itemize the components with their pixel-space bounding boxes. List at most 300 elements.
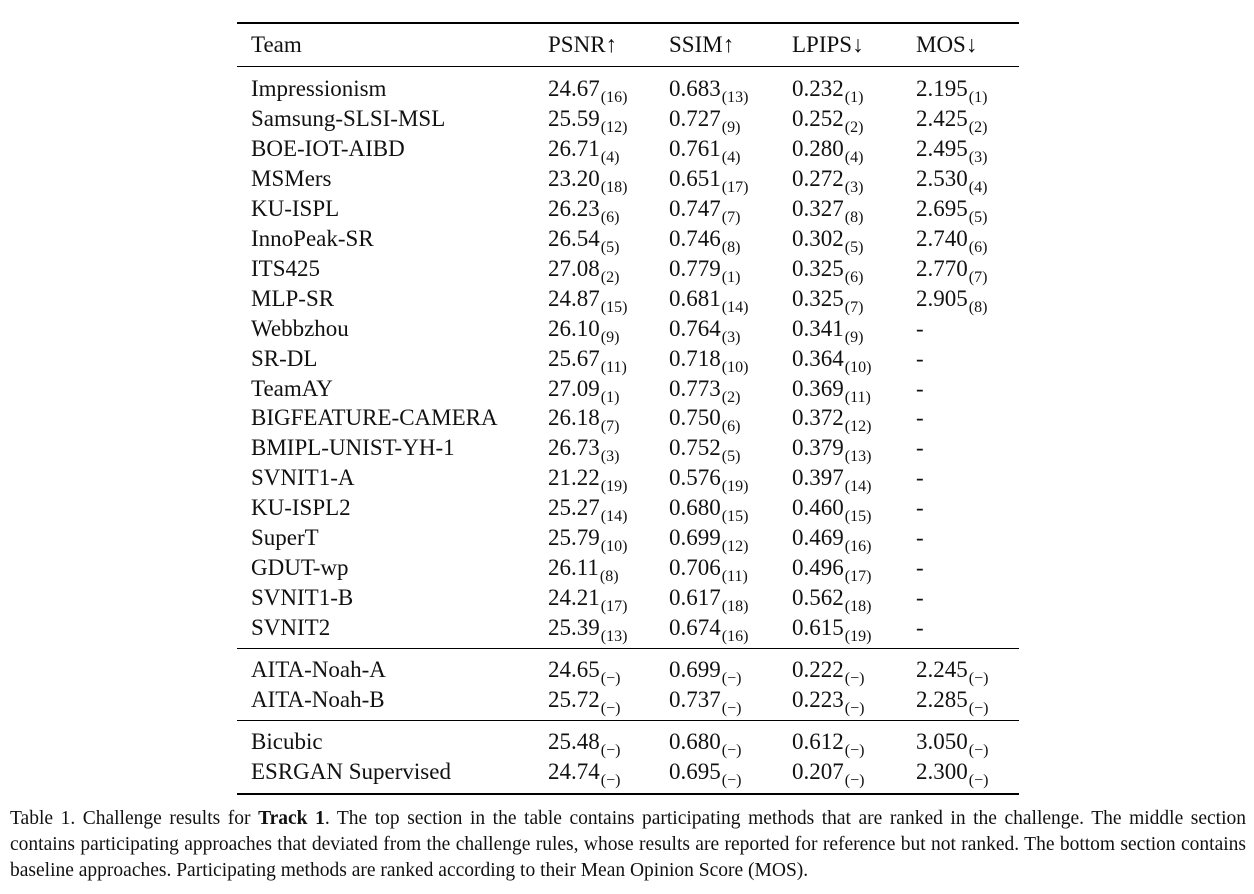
- table-row: [237, 224, 1019, 254]
- lpips-rank: (17): [844, 568, 872, 586]
- cell-team: [251, 433, 455, 463]
- mos-rank: (7): [968, 268, 988, 286]
- table-row: [237, 194, 1019, 224]
- mos-value: -: [916, 615, 924, 641]
- cell-psnr: [548, 284, 627, 317]
- psnr-rank: (10): [600, 538, 628, 556]
- cell-psnr: [548, 344, 627, 377]
- ssim-rank: (10): [721, 358, 749, 376]
- cell-ssim: [669, 194, 740, 227]
- mos-value: 3.050: [916, 728, 968, 754]
- lpips-value: 0.341: [792, 315, 844, 341]
- mos-rank: (8): [968, 298, 988, 316]
- mos-value: -: [916, 495, 924, 521]
- psnr-rank: (9): [600, 328, 620, 346]
- psnr-value: 21.22: [548, 465, 600, 491]
- cell-lpips: [792, 727, 864, 760]
- cell-ssim: [669, 344, 748, 377]
- lpips-value: 0.496: [792, 555, 844, 581]
- ssim-value: 0.764: [669, 315, 721, 341]
- psnr-value: 24.74: [548, 758, 600, 784]
- psnr-rank: (16): [600, 89, 628, 106]
- cell-mos: [916, 523, 924, 553]
- ssim-value: 0.779: [669, 255, 721, 281]
- mos-value: 2.425: [916, 105, 968, 131]
- bottom-rule: [237, 793, 1019, 795]
- ssim-rank: (6): [721, 418, 741, 436]
- table-row: [237, 685, 1019, 715]
- ssim-value: 0.718: [669, 345, 721, 371]
- cell-team: [251, 164, 332, 194]
- cell-psnr: [548, 74, 627, 107]
- cell-mos: [916, 164, 987, 197]
- table-row: [237, 553, 1019, 586]
- cell-mos: [916, 224, 987, 257]
- ssim-value: 0.747: [669, 195, 721, 221]
- psnr-rank: (19): [600, 478, 628, 496]
- ssim-value: 0.695: [669, 758, 721, 784]
- cell-lpips: [792, 655, 864, 688]
- table-header-row: [237, 30, 1019, 60]
- cell-ssim: [669, 134, 740, 167]
- psnr-rank: (−): [600, 670, 621, 688]
- cell-team: [251, 613, 330, 643]
- cell-team: [251, 344, 317, 374]
- team-value: MSMers: [251, 165, 332, 191]
- cell-mos: [916, 553, 924, 583]
- cell-ssim: [669, 224, 740, 257]
- team-value: SR-DL: [251, 345, 318, 371]
- mos-value: 2.495: [916, 135, 968, 161]
- table-row: [237, 134, 1019, 164]
- ssim-rank: (7): [721, 208, 741, 226]
- cell-mos: [916, 284, 987, 317]
- team-value: AITA-Noah-A: [251, 657, 386, 683]
- cell-ssim: [669, 433, 740, 466]
- lpips-value: 0.280: [792, 135, 844, 161]
- cell-psnr: [548, 613, 627, 646]
- lpips-value: 0.222: [792, 657, 844, 683]
- psnr-value: 26.54: [548, 225, 600, 251]
- psnr-value: 25.27: [548, 495, 600, 521]
- mos-value: -: [916, 345, 924, 371]
- cell-team: [251, 374, 333, 404]
- ssim-rank: (9): [721, 118, 741, 136]
- ssim-value: 0.680: [669, 495, 721, 521]
- table-row: [237, 104, 1019, 134]
- mos-value: 2.905: [916, 285, 968, 311]
- cell-mos: [916, 134, 987, 167]
- team-value: ITS425: [251, 255, 320, 281]
- cell-ssim: [669, 374, 740, 407]
- psnr-value: 26.23: [548, 195, 600, 221]
- cell-psnr: [548, 164, 627, 197]
- ssim-value: 0.752: [669, 435, 721, 461]
- cell-ssim: [669, 757, 741, 790]
- cell-lpips: [792, 344, 871, 377]
- table-row: [237, 583, 1019, 616]
- cell-team: [251, 254, 320, 284]
- cell-ssim: [669, 74, 748, 107]
- ssim-value: 0.727: [669, 105, 721, 131]
- cell-psnr: [548, 583, 627, 616]
- psnr-value: 26.11: [548, 555, 599, 581]
- ssim-value: 0.681: [669, 285, 721, 311]
- ssim-rank: (−): [721, 670, 742, 688]
- ssim-rank: (8): [721, 238, 741, 256]
- ssim-value: 0.699: [669, 525, 721, 551]
- lpips-value: 0.469: [792, 525, 844, 551]
- lpips-value: 0.562: [792, 585, 844, 611]
- cell-lpips: [792, 757, 864, 790]
- lpips-rank: (18): [844, 598, 872, 616]
- cell-psnr: [548, 194, 619, 227]
- ssim-rank: (11): [721, 568, 748, 586]
- cell-team: [251, 523, 319, 553]
- cell-lpips: [792, 164, 863, 197]
- ssim-rank: (14): [721, 298, 749, 316]
- psnr-value: 25.39: [548, 615, 600, 641]
- lpips-value: 0.325: [792, 285, 844, 311]
- header-lpips: LPIPS↓: [792, 32, 864, 57]
- mos-rank: (−): [968, 741, 989, 759]
- lpips-rank: (11): [844, 388, 871, 406]
- ssim-value: 0.683: [669, 76, 721, 101]
- table-row: [237, 523, 1019, 556]
- psnr-value: 26.10: [548, 315, 600, 341]
- cell-team: [251, 463, 355, 493]
- lpips-rank: (19): [844, 628, 872, 646]
- table-row: [237, 164, 1019, 194]
- cell-lpips: [792, 493, 871, 526]
- lpips-value: 0.369: [792, 375, 844, 401]
- lpips-value: 0.232: [792, 76, 844, 101]
- psnr-rank: (13): [600, 628, 628, 646]
- mos-rank: (−): [968, 700, 989, 717]
- cell-lpips: [792, 284, 863, 317]
- psnr-value: 24.21: [548, 585, 600, 611]
- psnr-rank: (4): [600, 148, 620, 166]
- section-rule: [237, 720, 1019, 721]
- table-row: [237, 403, 1019, 436]
- lpips-rank: (14): [844, 478, 872, 496]
- ssim-rank: (5): [721, 448, 741, 466]
- mos-rank: (2): [968, 118, 988, 136]
- ssim-value: 0.680: [669, 728, 721, 754]
- ssim-rank: (12): [721, 538, 749, 556]
- cell-ssim: [669, 583, 748, 616]
- table-row: [237, 284, 1019, 314]
- lpips-rank: (6): [844, 268, 864, 286]
- cell-ssim: [669, 104, 740, 137]
- ssim-value: 0.750: [669, 405, 721, 431]
- cell-team: [251, 553, 349, 583]
- mos-value: 2.530: [916, 165, 968, 191]
- psnr-rank: (14): [600, 508, 628, 526]
- lpips-value: 0.252: [792, 105, 844, 131]
- team-value: Samsung-SLSI-MSL: [251, 105, 446, 131]
- ssim-value: 0.746: [669, 225, 721, 251]
- cell-lpips: [792, 254, 863, 287]
- lpips-value: 0.397: [792, 465, 844, 491]
- cell-mos: [916, 344, 924, 374]
- cell-mos: [916, 194, 987, 227]
- lpips-rank: (8): [844, 208, 864, 226]
- ssim-value: 0.737: [669, 687, 721, 712]
- mos-rank: (4): [968, 178, 988, 196]
- section-rule: [237, 648, 1019, 649]
- psnr-value: 23.20: [548, 165, 600, 191]
- cell-mos: [916, 433, 924, 463]
- team-value: SVNIT1-A: [251, 465, 355, 491]
- cell-lpips: [792, 194, 863, 227]
- lpips-value: 0.325: [792, 255, 844, 281]
- header-rule: [237, 66, 1019, 67]
- cell-mos: [916, 463, 924, 493]
- mos-value: 2.245: [916, 657, 968, 683]
- cell-mos: [916, 374, 924, 404]
- lpips-value: 0.615: [792, 615, 844, 641]
- psnr-value: 26.73: [548, 435, 600, 461]
- mos-value: -: [916, 555, 924, 581]
- psnr-rank: (5): [600, 238, 620, 256]
- lpips-rank: (−): [844, 741, 865, 759]
- psnr-rank: (18): [600, 178, 628, 196]
- ssim-rank: (2): [721, 388, 741, 406]
- psnr-rank: (8): [599, 568, 619, 586]
- team-value: BMIPL-UNIST-YH-1: [251, 435, 455, 461]
- psnr-value: 25.48: [548, 728, 600, 754]
- cell-lpips: [792, 613, 871, 646]
- team-value: SuperT: [251, 525, 319, 551]
- team-value: TeamAY: [251, 375, 333, 401]
- team-value: BIGFEATURE-CAMERA: [251, 405, 498, 431]
- cell-lpips: [792, 314, 863, 347]
- lpips-value: 0.460: [792, 495, 844, 521]
- header-ssim: SSIM↑: [669, 32, 735, 57]
- mos-value: -: [916, 315, 924, 341]
- ssim-rank: (13): [721, 89, 749, 106]
- cell-mos: [916, 314, 924, 344]
- ssim-rank: (16): [721, 628, 749, 646]
- team-value: KU-ISPL2: [251, 495, 351, 521]
- psnr-value: 26.71: [548, 135, 600, 161]
- mos-value: 2.740: [916, 225, 968, 251]
- cell-psnr: [548, 523, 627, 556]
- caption-text: . The top section in the table contains participating methods that are ranked in the challenge. The middle section contains participating approaches that deviated from the challenge rules, whose results are reported for reference but not ranked. The bottom section contains baseline approaches. Participating methods are ranked according to their Mean Opinion Score (MOS).: [10, 808, 1247, 881]
- cell-ssim: [669, 523, 748, 556]
- cell-ssim: [669, 164, 748, 197]
- lpips-rank: (16): [844, 538, 872, 556]
- cell-lpips: [792, 374, 871, 407]
- cell-ssim: [669, 463, 748, 496]
- cell-mos: [916, 104, 987, 137]
- cell-ssim: [669, 553, 748, 586]
- cell-team: [251, 757, 451, 787]
- cell-psnr: [548, 757, 620, 790]
- lpips-rank: (7): [844, 298, 864, 316]
- cell-team: [251, 284, 334, 314]
- team-value: InnoPeak-SR: [251, 225, 374, 251]
- cell-psnr: [548, 685, 620, 718]
- cell-mos: [916, 757, 988, 790]
- cell-lpips: [792, 104, 863, 137]
- mos-value: 2.770: [916, 255, 968, 281]
- cell-mos: [916, 613, 924, 643]
- caption-prefix: Table 1. Challenge results for: [10, 808, 259, 829]
- mos-value: 2.300: [916, 758, 968, 784]
- cell-ssim: [669, 493, 748, 526]
- lpips-value: 0.364: [792, 345, 844, 371]
- ssim-rank: (1): [721, 268, 741, 286]
- cell-mos: [916, 493, 924, 523]
- table-row: [237, 757, 1019, 787]
- psnr-rank: (−): [600, 700, 621, 717]
- cell-psnr: [548, 727, 620, 760]
- cell-psnr: [548, 403, 619, 436]
- mos-rank: (−): [968, 771, 989, 789]
- cell-team: [251, 194, 339, 224]
- table-row: [237, 613, 1019, 646]
- ssim-rank: (4): [721, 148, 741, 166]
- ssim-value: 0.699: [669, 657, 721, 683]
- ssim-rank: (−): [721, 700, 742, 717]
- cell-psnr: [548, 655, 620, 688]
- mos-value: 2.195: [916, 76, 968, 101]
- mos-rank: (3): [968, 148, 988, 166]
- lpips-rank: (13): [844, 448, 872, 466]
- ssim-rank: (18): [721, 598, 749, 616]
- ssim-value: 0.617: [669, 585, 721, 611]
- header-psnr: PSNR↑: [548, 32, 618, 57]
- psnr-rank: (6): [600, 208, 620, 226]
- cell-psnr: [548, 224, 619, 257]
- psnr-value: 25.59: [548, 105, 600, 131]
- ssim-rank: (17): [721, 178, 749, 196]
- team-value: BOE-IOT-AIBD: [251, 135, 405, 161]
- cell-psnr: [548, 493, 627, 526]
- psnr-rank: (1): [600, 388, 620, 406]
- table-row: [237, 74, 1019, 104]
- ssim-value: 0.761: [669, 135, 721, 161]
- psnr-rank: (7): [600, 418, 620, 436]
- lpips-rank: (4): [844, 148, 864, 166]
- lpips-rank: (12): [844, 418, 872, 436]
- ssim-value: 0.674: [669, 615, 721, 641]
- table-row: [237, 344, 1019, 374]
- cell-ssim: [669, 254, 740, 287]
- lpips-value: 0.372: [792, 405, 844, 431]
- psnr-value: 25.72: [548, 687, 600, 712]
- cell-team: [251, 314, 349, 344]
- ssim-value: 0.706: [669, 555, 721, 581]
- cell-mos: [916, 74, 987, 107]
- psnr-rank: (2): [600, 268, 620, 286]
- cell-psnr: [548, 254, 619, 287]
- psnr-rank: (12): [600, 118, 628, 136]
- lpips-value: 0.302: [792, 225, 844, 251]
- ssim-value: 0.773: [669, 375, 721, 401]
- psnr-rank: (−): [600, 741, 621, 759]
- mos-rank: (−): [968, 670, 989, 688]
- lpips-value: 0.379: [792, 435, 844, 461]
- lpips-value: 0.327: [792, 195, 844, 221]
- cell-psnr: [548, 104, 627, 137]
- ssim-value: 0.651: [669, 165, 721, 191]
- cell-team: [251, 655, 386, 685]
- cell-team: [251, 224, 374, 254]
- lpips-rank: (−): [844, 700, 865, 717]
- cell-mos: [916, 583, 924, 613]
- cell-psnr: [548, 134, 619, 167]
- psnr-value: 27.09: [548, 375, 600, 401]
- cell-psnr: [548, 314, 619, 347]
- table-row: [237, 374, 1019, 404]
- team-value: ESRGAN Supervised: [251, 758, 451, 784]
- top-rule: [237, 22, 1019, 24]
- team-value: SVNIT1-B: [251, 585, 354, 611]
- cell-team: [251, 74, 386, 104]
- psnr-rank: (11): [600, 358, 627, 376]
- table-caption: [10, 806, 1246, 884]
- ssim-value: 0.576: [669, 465, 721, 491]
- cell-team: [251, 104, 445, 134]
- mos-value: -: [916, 465, 924, 491]
- cell-team: [251, 583, 353, 613]
- lpips-rank: (−): [844, 670, 865, 688]
- header-mos: MOS↓: [916, 32, 978, 57]
- psnr-value: 25.67: [548, 345, 600, 371]
- team-value: MLP-SR: [251, 285, 335, 311]
- psnr-rank: (−): [600, 771, 621, 789]
- cell-psnr: [548, 433, 619, 466]
- cell-mos: [916, 254, 987, 287]
- team-value: AITA-Noah-B: [251, 687, 385, 712]
- team-value: GDUT-wp: [251, 555, 349, 581]
- mos-value: -: [916, 435, 924, 461]
- cell-mos: [916, 727, 988, 760]
- ssim-rank: (19): [721, 478, 749, 496]
- lpips-rank: (−): [844, 771, 865, 789]
- table-row: [237, 254, 1019, 284]
- cell-team: [251, 403, 498, 433]
- table-row: [237, 463, 1019, 496]
- cell-team: [251, 685, 385, 715]
- cell-mos: [916, 685, 988, 718]
- cell-lpips: [792, 433, 871, 466]
- lpips-rank: (10): [844, 358, 872, 376]
- cell-lpips: [792, 523, 871, 556]
- psnr-rank: (15): [600, 298, 628, 316]
- psnr-value: 24.87: [548, 285, 600, 311]
- lpips-value: 0.223: [792, 687, 844, 712]
- lpips-rank: (15): [844, 508, 872, 526]
- team-value: SVNIT2: [251, 615, 331, 641]
- team-value: Bicubic: [251, 728, 323, 754]
- mos-value: -: [916, 405, 924, 431]
- cell-lpips: [792, 134, 863, 167]
- psnr-value: 26.18: [548, 405, 600, 431]
- team-value: Impressionism: [251, 76, 387, 101]
- lpips-rank: (2): [844, 118, 864, 136]
- cell-lpips: [792, 224, 863, 257]
- psnr-value: 27.08: [548, 255, 600, 281]
- psnr-rank: (17): [600, 598, 628, 616]
- psnr-value: 25.79: [548, 525, 600, 551]
- table-row: [237, 493, 1019, 526]
- cell-lpips: [792, 74, 863, 107]
- cell-lpips: [792, 463, 871, 496]
